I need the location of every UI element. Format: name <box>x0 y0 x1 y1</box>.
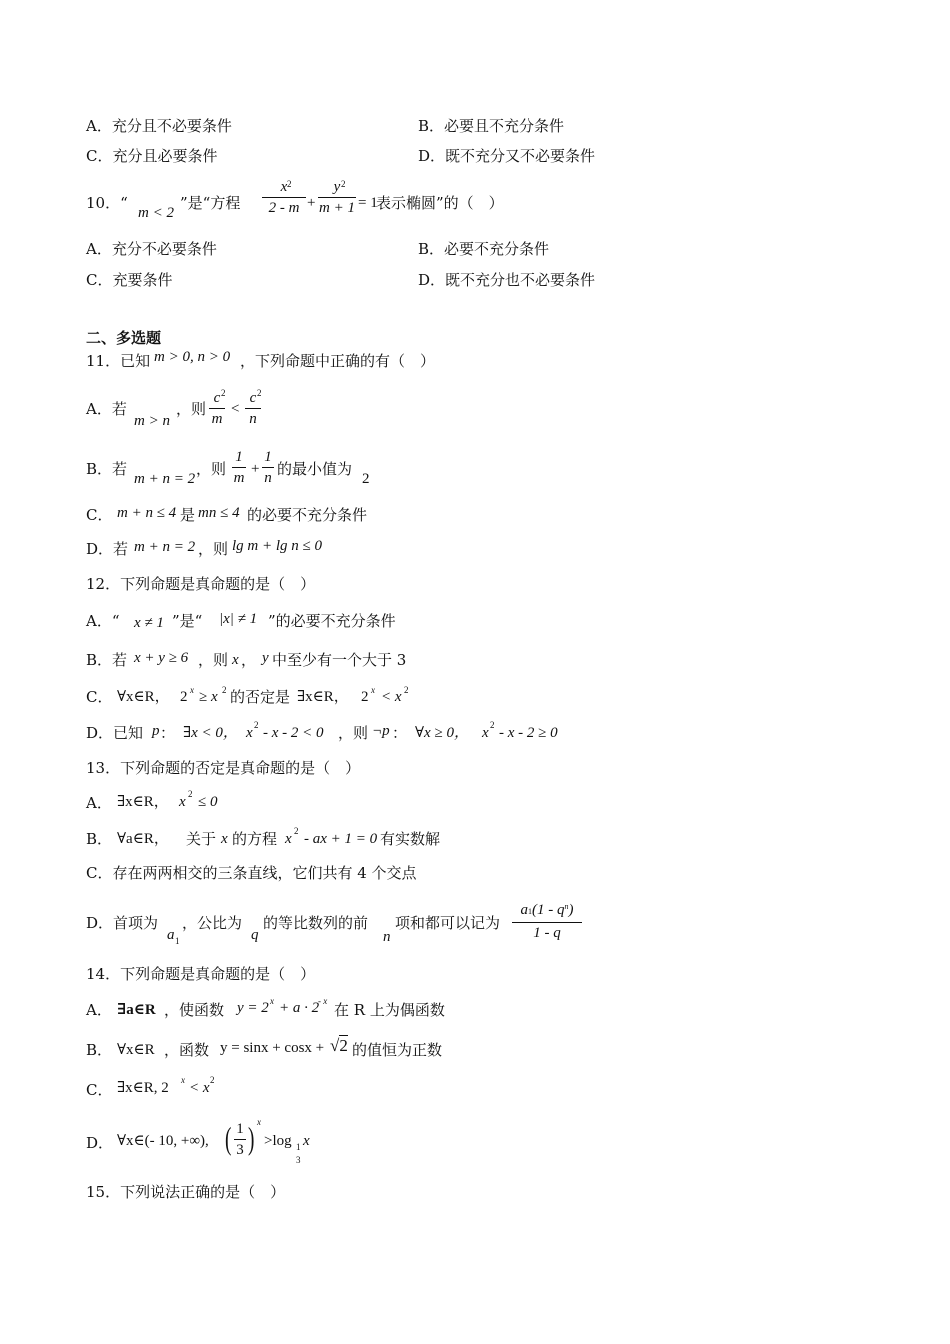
q11-d-prefix: D．若 <box>86 540 129 558</box>
q9-option-b: B．必要且不充分条件 <box>418 117 565 135</box>
q13-d-ratio: ，公比为 <box>182 914 243 932</box>
q15-stem: 15．下列说法正确的是（ ） <box>86 1183 286 1201</box>
q12-c-math1: ∀x∈R， <box>117 689 170 705</box>
q10-option-d: D．既不充分也不必要条件 <box>418 271 596 289</box>
q13-d-formula-num <box>512 898 582 921</box>
q13-d-num-n: n <box>564 902 569 911</box>
q13-d-num-body: (1 - q <box>532 902 565 918</box>
q12-b-comma: ， <box>241 651 257 669</box>
q10-condition: m < 2 <box>138 205 174 221</box>
q12-c-sup-x2: x <box>371 685 375 695</box>
q10-frac1-sup: 2 <box>287 179 292 189</box>
q12-b-prefix: B．若 <box>86 651 128 669</box>
q12-c-sup-21: 2 <box>222 685 227 695</box>
q11-a-condition: m > n <box>134 413 170 429</box>
section-heading: 二、多选题 <box>86 329 162 347</box>
q11-c-math1: m + n ≤ 4 <box>117 505 177 521</box>
q11-a-sup1: 2 <box>221 388 226 398</box>
q12-d-sup1: 2 <box>254 720 259 730</box>
q10-frac1-den: 2 - m <box>268 200 300 216</box>
q14-c-prefix: C． <box>86 1081 113 1099</box>
q13-stem: 13．下列命题的否定是真命题的是（ ） <box>86 759 361 777</box>
q10-frac2-sup: 2 <box>341 179 346 189</box>
q14-a-text: ，使函数 <box>164 1001 225 1019</box>
q11-stem-math: m > 0, n > 0 <box>154 349 231 365</box>
q14-d-lparen: ( <box>225 1120 232 1156</box>
q12-d-math3: - x - 2 < 0 <box>263 725 324 741</box>
q12-b-y: y <box>262 650 269 666</box>
q14-stem: 14．下列命题是真命题的是（ ） <box>86 965 316 983</box>
q10-frac2-num: y <box>333 179 341 195</box>
q12-c-math6: < x <box>381 689 402 705</box>
q12-b-then: ，则 <box>198 651 229 669</box>
q11-a-sup2: 2 <box>257 388 262 398</box>
q11-b-condition: m + n = 2 <box>134 471 196 487</box>
q10-option-c: C．充要条件 <box>86 271 173 289</box>
q14-d-frac-num: 1 <box>236 1121 244 1137</box>
q11-a-c1: c <box>213 390 221 406</box>
q10-frac2-den: m + 1 <box>319 200 355 216</box>
q14-d-base-num: 1 <box>296 1142 301 1152</box>
q13-d-num-a: a <box>520 902 528 918</box>
q12-c-math3: ≥ x <box>199 689 218 705</box>
q12-d-prefix: D．已知 <box>86 724 144 742</box>
q13-d-num-sub: 1 <box>528 907 532 916</box>
q10-plus: + <box>307 195 316 211</box>
q11-a-prefix: A．若 <box>86 400 127 418</box>
q14-c-sup1: x <box>181 1075 185 1085</box>
q13-b-math3: - ax + 1 = 0 <box>304 831 378 847</box>
q9-option-a: A．充分且不必要条件 <box>86 117 232 135</box>
q14-b-sqrt: √2 <box>330 1036 348 1055</box>
q13-d-q: q <box>251 927 259 943</box>
q13-b-sup: 2 <box>294 826 299 836</box>
q12-c-mid: 的否定是 <box>230 688 291 706</box>
q14-a-math1: ∃a∈R <box>117 1002 156 1018</box>
q12-d-math2: x <box>246 725 253 741</box>
q11-d-then: ，则 <box>198 540 229 558</box>
q13-d-formula <box>512 898 582 942</box>
q14-a-tail: 在 R 上为偶函数 <box>334 1001 445 1019</box>
q11-b-then: ，则 <box>196 460 227 478</box>
q14-d-log: >log <box>264 1133 292 1149</box>
q13-option-c: C．存在两两相交的三条直线，它们共有 4 个交点 <box>86 864 417 882</box>
q11-stem-suffix: ，下列命题中正确的有（ ） <box>240 352 436 370</box>
q13-a-math1: ∃x∈R， <box>117 794 169 810</box>
q13-b-x: x <box>221 831 228 847</box>
q10-frac1-num: x <box>280 179 288 195</box>
q9-option-c: C．充分且必要条件 <box>86 147 218 165</box>
q11-c-tail: 的必要不充分条件 <box>247 506 368 524</box>
q14-d-prefix: D． <box>86 1134 114 1152</box>
q13-b-eqn-label: 的方程 <box>232 830 278 848</box>
q14-a-sup2: - x <box>318 996 328 1006</box>
q14-a-math2: y = 2 <box>237 1000 269 1016</box>
q12-d-colon1: ： <box>160 724 176 742</box>
q12-a-math1: x ≠ 1 <box>134 615 164 631</box>
q11-stem-prefix: 11．已知 <box>86 352 151 370</box>
q12-c-sup-x1: x <box>190 685 194 695</box>
q9-option-d: D．既不充分又不必要条件 <box>418 147 596 165</box>
q13-d-seq: 的等比数列的前 <box>263 914 369 932</box>
q11-c-math2: mn ≤ 4 <box>198 505 240 521</box>
q11-b-text: 的最小值为 <box>277 460 353 478</box>
q12-c-math5: 2 <box>361 689 369 705</box>
q12-d-notp: ¬p <box>372 723 390 739</box>
q11-c-mid: 是 <box>180 506 196 524</box>
q13-d-n: n <box>383 929 391 945</box>
q11-b-one1: 1 <box>235 449 243 465</box>
q14-b-math2: y = sinx + cosx + <box>220 1040 325 1056</box>
q12-d-then: ，则 <box>338 724 369 742</box>
q13-b-about: 关于 <box>186 830 217 848</box>
q14-d-base-den: 3 <box>296 1155 301 1165</box>
q10-number: 10．“ <box>86 194 128 212</box>
q11-a-lt: < <box>231 401 240 417</box>
q12-c-sup-22: 2 <box>404 685 409 695</box>
q14-b-prefix: B． <box>86 1041 113 1059</box>
q13-d-formula-den: 1 - q <box>533 925 561 941</box>
q10-text-tail: 表示椭圆”的（ ） <box>376 194 504 212</box>
q12-d-math1: ∃x < 0， <box>183 725 238 741</box>
q11-b-prefix: B．若 <box>86 460 128 478</box>
q12-d-p: p <box>152 723 160 739</box>
q14-b-radicand: 2 <box>339 1036 348 1055</box>
q10-text-mid: ”是“方程 <box>180 194 241 212</box>
q12-d-colon2: ： <box>392 724 408 742</box>
q11-c-prefix: C． <box>86 506 113 524</box>
q12-a-mid: ”是“ <box>172 612 203 630</box>
q12-a-prefix: A．“ <box>86 612 120 630</box>
q14-d-x: x <box>303 1133 310 1149</box>
q12-a-math2: |x| ≠ 1 <box>219 611 258 627</box>
q12-d-math4: ∀x ≥ 0， <box>415 725 469 741</box>
q13-d-num-close: ) <box>568 902 574 918</box>
q13-b-tail: 有实数解 <box>380 830 441 848</box>
q11-b-one2: 1 <box>264 449 272 465</box>
q12-c-math2: 2 <box>180 689 188 705</box>
q14-d-frac <box>234 1120 246 1159</box>
q13-d-a: a <box>167 927 175 943</box>
q13-b-prefix: B． <box>86 830 113 848</box>
q12-c-math4: ∃x∈R， <box>297 689 349 705</box>
q13-a-prefix: A． <box>86 794 112 812</box>
q13-a-math2: x <box>179 794 186 810</box>
q14-d-frac-den: 3 <box>236 1142 244 1158</box>
q11-b-frac-m <box>232 448 246 487</box>
q11-b-plus: + <box>251 461 260 477</box>
q10-option-a: A．充分不必要条件 <box>86 240 217 258</box>
q12-b-x: x <box>232 652 239 668</box>
q12-b-math: x + y ≥ 6 <box>134 650 189 666</box>
q13-b-math2: x <box>285 831 292 847</box>
q10-fraction-x <box>262 178 306 217</box>
q14-a-sup1: x <box>270 996 274 1006</box>
q14-c-math: ∃x∈R, 2 <box>117 1080 169 1096</box>
q14-a-prefix: A． <box>86 1001 112 1019</box>
q13-a-math3: ≤ 0 <box>198 794 218 810</box>
q10-option-b: B．必要不充分条件 <box>418 240 550 258</box>
q13-d-a-sub: 1 <box>175 936 180 946</box>
q14-c-math2: < x <box>189 1080 210 1096</box>
q12-stem: 12．下列命题是真命题的是（ ） <box>86 575 316 593</box>
q11-a-then: ，则 <box>176 400 207 418</box>
q11-a-m: m <box>211 411 223 427</box>
q14-d-rparen: ) <box>248 1120 255 1156</box>
q14-d-math1: ∀x∈(- 10, +∞), <box>117 1133 209 1149</box>
q11-b-frac-n <box>262 448 274 487</box>
q11-d-math1: m + n = 2 <box>134 539 196 555</box>
q11-a-c2: c <box>249 390 257 406</box>
q13-b-math1: ∀a∈R， <box>117 831 169 847</box>
q14-d-sup: x <box>257 1117 261 1127</box>
q12-d-math6: - x - 2 ≥ 0 <box>499 725 558 741</box>
q12-d-sup2: 2 <box>490 720 495 730</box>
q14-c-sup2: 2 <box>210 1075 215 1085</box>
q13-d-prefix: D．首项为 <box>86 914 159 932</box>
q14-a-math3: + a · 2 <box>279 1000 320 1016</box>
q12-d-math5: x <box>482 725 489 741</box>
q11-b-m: m <box>233 470 245 486</box>
q14-b-tail: 的值恒为正数 <box>352 1041 443 1059</box>
q14-b-math1: ∀x∈R <box>117 1042 155 1058</box>
q13-d-sum: 项和都可以记为 <box>395 914 501 932</box>
q12-a-tail: ”的必要不充分条件 <box>268 612 396 630</box>
q12-c-prefix: C． <box>86 688 113 706</box>
q13-a-sup: 2 <box>188 789 193 799</box>
q11-b-value: 2 <box>362 471 370 487</box>
q10-equals: = 1 <box>358 195 378 211</box>
q10-fraction-y <box>318 178 356 217</box>
q11-a-n: n <box>249 411 257 427</box>
q11-d-math2: lg m + lg n ≤ 0 <box>232 538 323 554</box>
q14-b-text: ，函数 <box>164 1041 210 1059</box>
q12-b-tail: 中至少有一个大于 3 <box>272 651 407 669</box>
q11-b-n: n <box>264 470 272 486</box>
